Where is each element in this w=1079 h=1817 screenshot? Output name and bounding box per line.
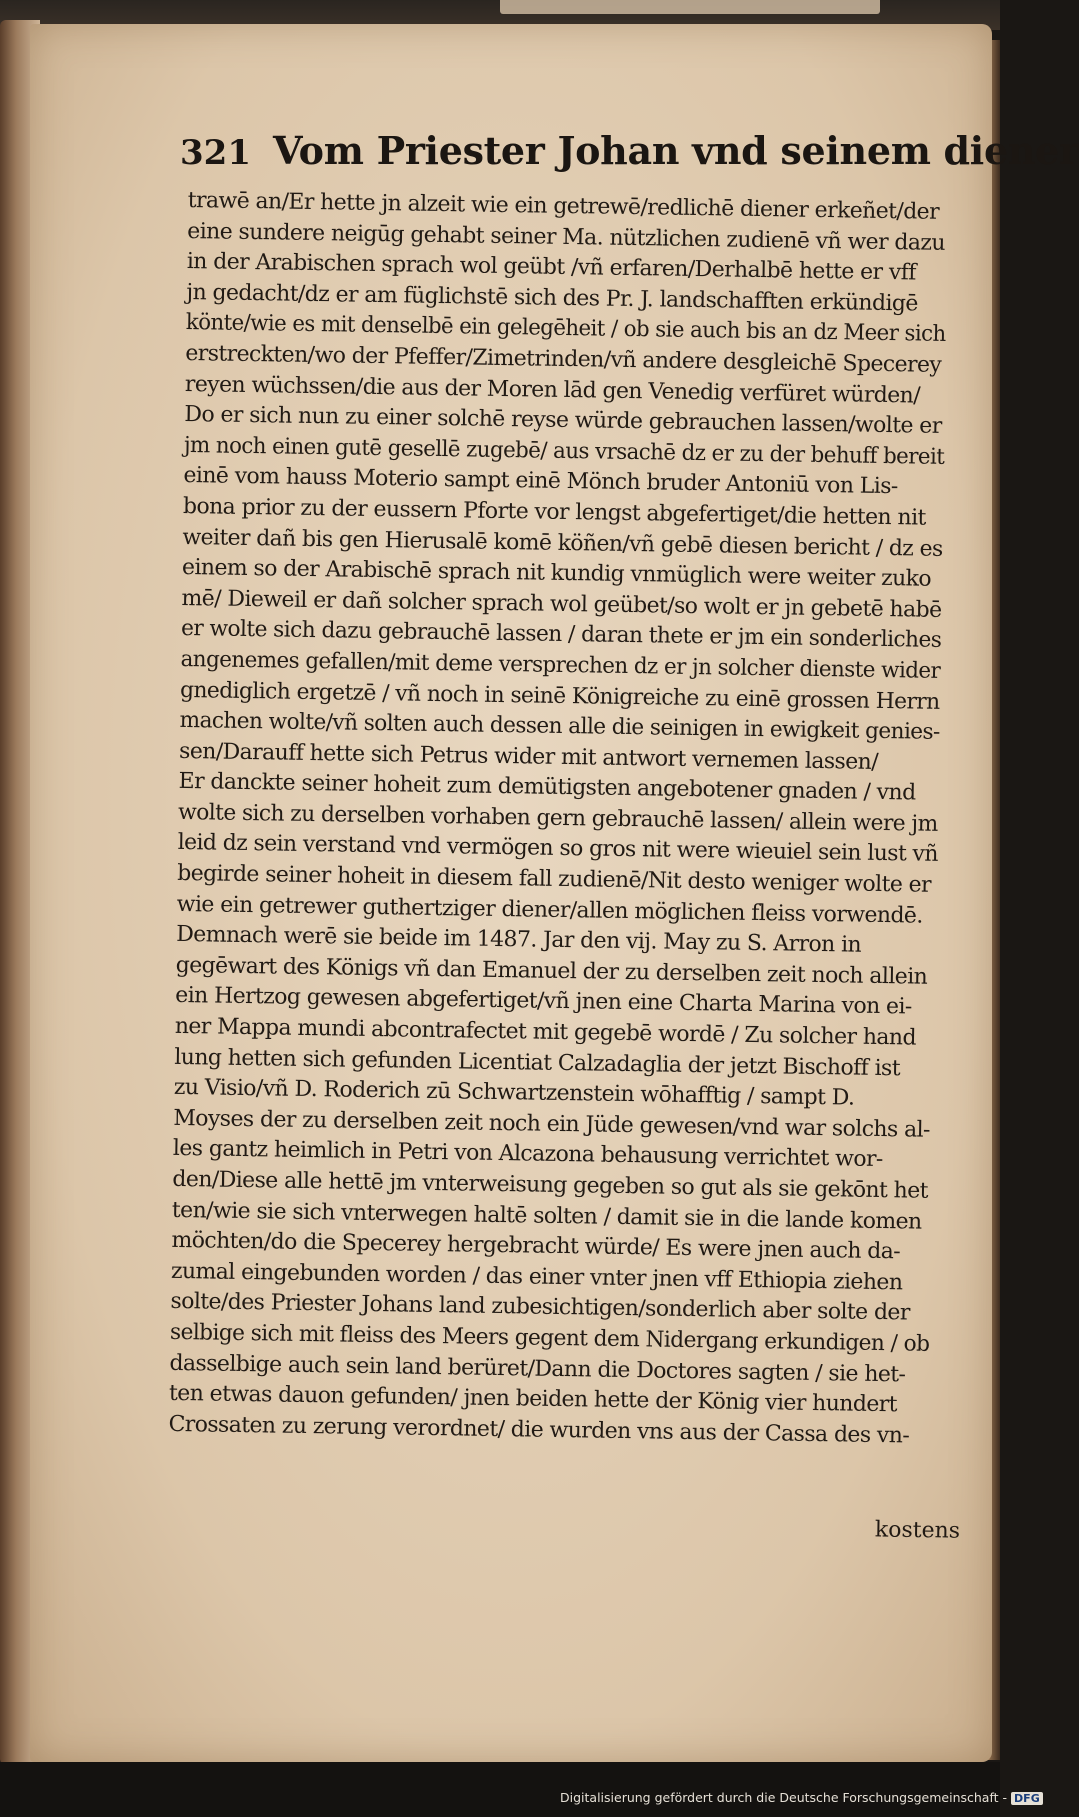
text-line: ein Hertzog gewesen abgefertiget/vñ jnen eine Charta Marina von ei- — [175, 983, 912, 1020]
text-line: reyen wüchssen/die aus der Moren lād gen Venedig verfüret würden/ — [184, 371, 921, 409]
text-line: Demnach werē sie beide im 1487. Jar den vij. May zu S. Arron in — [176, 922, 862, 958]
text-line: selbige sich mit fleiss des Meers gegent dem Nidergang erkundigen / ob — [169, 1319, 930, 1357]
text-line: Do er sich nun zu einer solchē reyse würde gebrauchen lassen/wolte er — [184, 402, 942, 440]
text-line: wie ein getrewer guthertziger diener/allen möglichen fleiss vorwendē. — [176, 891, 923, 929]
text-line: eine sundere neigūg gehabt seiner Ma. nützlichen zudienē vñ wer dazu — [187, 218, 946, 256]
text-line: ner Mappa mundi abcontrafectet mit gegebē wordē / Zu solcher hand — [174, 1013, 917, 1051]
text-line: in der Arabischen sprach wol geübt /vñ erfaren/Derhalbē hette er vff — [186, 249, 916, 286]
text-line: mē/ Dieweil er dañ solcher sprach wol geübet/so wolt er jn gebetē habē — [181, 585, 942, 623]
credit-text: Digitalisierung gefördert durch die Deutsche Forschungsgemeinschaft - — [560, 1790, 1008, 1805]
text-line: machen wolte/vñ solten auch dessen alle die seinigen in ewigkeit genies- — [179, 708, 940, 745]
text-line: einē vom hauss Moterio sampt einē Mönch bruder Antoniū von Lis- — [183, 463, 898, 500]
page-number: 321 — [180, 133, 251, 173]
text-line: lung hetten sich gefunden Licentiat Calzadaglia der jetzt Bischoff ist — [174, 1044, 901, 1081]
text-line: jm noch einen gutē gesellē zugebē/ aus vrsachē dz er zu der behuff bereit — [183, 432, 945, 470]
text-line: Er danckte seiner hoheit zum demütigsten angebotener gnaden / vnd — [178, 769, 916, 806]
text-line: trawē an/Er hette jn alzeit wie ein getrewē/redlichē diener erkeñet/der — [187, 187, 940, 225]
text-line: einem so der Arabischē sprach nit kundig vnmüglich were weiter zuko — [181, 555, 932, 592]
dfg-logo-badge: DFG — [1011, 1792, 1043, 1805]
text-line: könte/wie es mit denselbē ein gelegēheit / ob sie auch bis an dz Meer sich — [185, 310, 946, 348]
text-line: ten etwas dauon gefunden/ jnen beiden hette der König vier hundert — [168, 1381, 898, 1418]
text-line: jn gedacht/dz er am füglichstē sich des Pr. J. landschafften erkündigē — [186, 279, 918, 317]
text-line: Crossaten zu zerung verordnet/ die wurden vns aus der Cassa des vn- — [168, 1411, 910, 1449]
text-line: er wolte sich dazu gebrauchē lassen / daran thete er jm ein sonderliches — [180, 616, 942, 654]
text-line: den/Diese alle hettē jm vnterweisung gegeben so gut als sie gekōnt het — [172, 1166, 929, 1204]
text-line: solte/des Priester Johans land zubesichtigen/sonderlich aber solte der — [170, 1289, 910, 1326]
text-line: dasselbige auch sein land berüret/Dann die Doctores sagten / sie het- — [169, 1350, 906, 1387]
digitization-credit — [560, 1790, 1040, 1812]
text-line: zu Visio/vñ D. Roderich zū Schwartzenstein wōhafftig / sampt D. — [173, 1075, 855, 1111]
next-page-sliver — [500, 0, 880, 14]
text-line: möchten/do die Specerey hergebracht würde/ Es were jnen auch da- — [171, 1228, 901, 1265]
text-line: sen/Darauff hette sich Petrus wider mit antwort vernemen lassen/ — [178, 738, 879, 775]
text-line: erstreckten/wo der Pfeffer/Zimetrinden/vñ andere desgleichē Specerey — [185, 340, 942, 378]
text-line: angenemes gefallen/mit deme versprechen dz er jn solcher dienste wider — [180, 646, 941, 684]
running-head: Vom Priester Johan vnd seinem diener — [272, 128, 1079, 173]
text-line: gegēwart des Königs vñ dan Emanuel der zu derselben zeit noch allein — [175, 952, 928, 990]
text-line: begirde seiner hoheit in diesem fall zudienē/Nit desto weniger wolte er — [177, 860, 932, 898]
page-header — [180, 128, 1079, 188]
text-line: Moyses der zu derselben zeit noch ein Jüde gewesen/vnd war solchs al- — [173, 1105, 931, 1143]
text-line: leid dz sein verstand vnd vermögen so gros nit were wieuiel sein lust vñ — [177, 830, 939, 868]
text-line: wolte sich zu derselben vorhaben gern gebrauchē lassen/ allein were jm — [177, 799, 938, 837]
text-line: les gantz heimlich in Petri von Alcazona behausung verrichtet wor- — [172, 1136, 883, 1173]
text-line: ten/wie sie sich vnterwegen haltē solten / damit sie in die lande komen — [171, 1197, 922, 1235]
text-line: weiter dañ bis gen Hierusalē komē köñen/vñ gebē diesen bericht / dz es — [182, 524, 943, 562]
text-line: zumal eingebunden worden / das einer vnter jnen vff Ethiopia ziehen — [170, 1258, 903, 1296]
catchword: kostens — [874, 1517, 961, 1544]
text-line: gnediglich ergetzē / vñ noch in seinē Königreiche zu einē grossen Herrn — [179, 677, 940, 715]
body-text — [166, 186, 948, 1578]
text-line: bona prior zu der eussern Pforte vor lengst abgefertiget/die hetten nit — [182, 493, 926, 531]
